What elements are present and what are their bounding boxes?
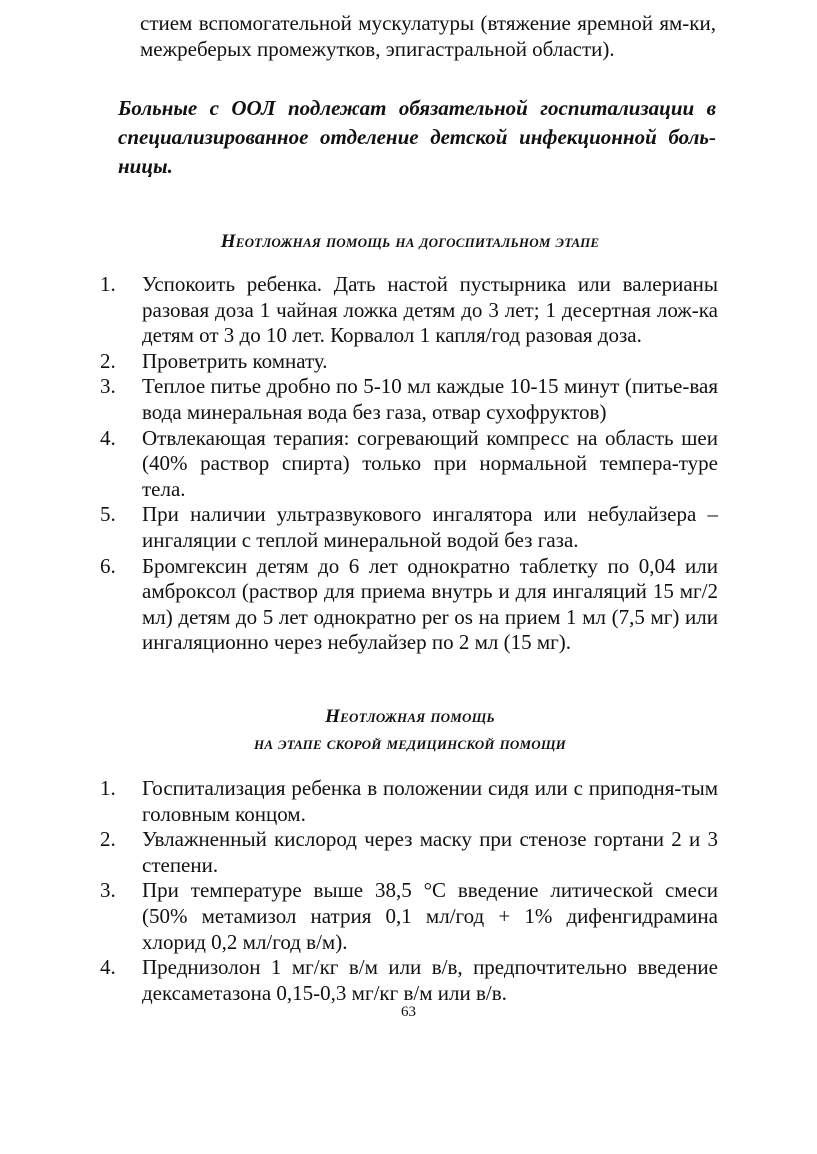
hospitalization-warning: Больные с ООЛ подлежат обязательной госпитализации в специализированное отделение детской инфекционной боль-ницы. [118, 96, 716, 178]
item-number: 3. [100, 878, 116, 903]
item-number: 5. [100, 502, 116, 527]
page-number: 63 [401, 1004, 416, 1020]
item-number: 2. [100, 348, 116, 373]
item-number: 3. [100, 374, 116, 399]
item-text: Успокоить ребенка. Дать настой пустырника или валерианы разовая доза 1 чайная ложка детям до 3 лет; 1 десертная лож-ка детям от 3 до 10 лет. Корвалол 1 капля/год разовая доза. [142, 272, 718, 348]
list-item [100, 878, 718, 955]
item-text: Отвлекающая терапия: согревающий компресс на область шеи (40% раствор спирта) только при нормальной темпера-туре тела. [142, 425, 718, 501]
item-text: При температуре выше 38,5 °С введение литической смеси (50% метамизол натрия 0,1 мл/год + 1% дифенгидрамина хлорид 0,2 мл/год в/м). [142, 878, 718, 954]
list-item [100, 827, 718, 878]
list-item [100, 374, 718, 425]
item-text: При наличии ультразвукового ингалятора или небулайзера – ингаляции с теплой минеральной водой без газа. [142, 502, 718, 552]
item-text: Теплое питье дробно по 5-10 мл каждые 10-15 минут (питье-вая вода минеральная вода без газа, отвар сухофруктов) [142, 374, 718, 424]
item-text: Увлажненный кислород через маску при стенозе гортани 2 и 3 степени. [142, 827, 718, 877]
section2-title-line2: на этапе скорой медицинской помощи [254, 733, 566, 754]
intro-paragraph: стием вспомогательной мускулатуры (втяжение яремной ям-ки, межреберых промежутков, эпигастральной области). [140, 11, 716, 61]
prehospital-care-list [100, 272, 718, 656]
ambulance-care-list [100, 776, 718, 1006]
list-item [100, 502, 718, 553]
list-item [100, 272, 718, 349]
item-number: 2. [100, 827, 116, 852]
item-text: Преднизолон 1 мг/кг в/м или в/в, предпочтительно введение дексаметазона 0,15-0,3 мг/кг в/м или в/в. [142, 955, 718, 1005]
item-number: 6. [100, 553, 116, 578]
item-text: Бромгексин детям до 6 лет однократно таблетку по 0,04 или амброксол (раствор для приема внутрь и для ингаляций 15 мг/2 мл) детям до 5 лет однократно per os на прием 1 мл (7,5 мг) или ингаляционно через небулайзер по 2 мл (15 мг). [142, 553, 718, 655]
list-item [100, 776, 718, 827]
section2-title-line1: Неотложная помощь [325, 706, 495, 727]
item-number: 4. [100, 955, 116, 980]
item-text: Госпитализация ребенка в положении сидя или с приподня-тым головным концом. [142, 776, 718, 826]
list-item [100, 426, 718, 503]
item-number: 1. [100, 776, 116, 800]
item-number: 4. [100, 425, 116, 450]
item-text: Проветрить комнату. [142, 348, 328, 373]
section1-title: Неотложная помощь на догоспитальном этапе [220, 231, 600, 252]
list-item [100, 349, 718, 375]
list-item [100, 955, 718, 1006]
item-number: 1. [100, 272, 116, 296]
list-item [100, 554, 718, 656]
